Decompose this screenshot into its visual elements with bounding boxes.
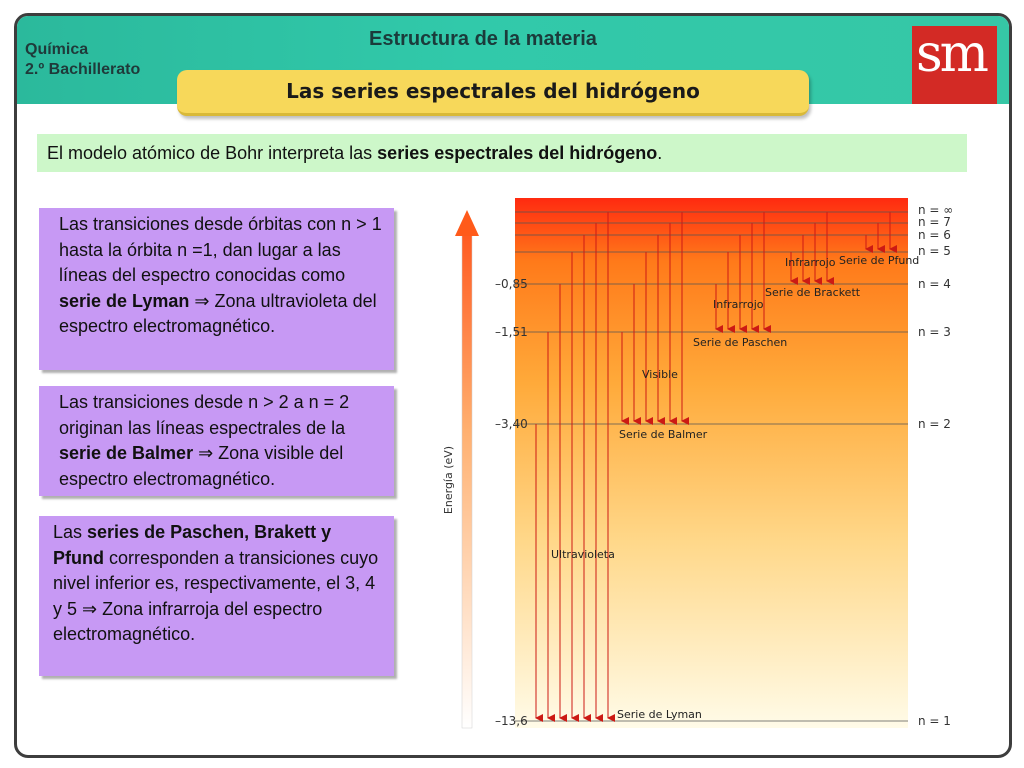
level-labels	[918, 203, 953, 728]
intro-post: .	[657, 143, 663, 163]
balmer-text-2: ⇒ Zona visible del espectro electromagnético.	[59, 443, 344, 489]
balmer-box	[39, 386, 394, 496]
energy-axis-arrowhead	[455, 210, 479, 236]
infrared-label-1: Infrarrojo	[713, 298, 764, 311]
energy-axis-bar	[462, 233, 472, 728]
energy-gradient	[515, 198, 908, 728]
subtitle-text: Las series espectrales del hidrógeno	[286, 79, 700, 103]
energy-value-n3: –1,51	[495, 325, 528, 339]
level-label-7: n = 7	[918, 215, 951, 229]
others-text-2: corresponden a transiciones cuyo nivel inferior es, respectivamente, el 3, 4 y 5 ⇒ Zona infrarroja del espectro electromagnético.	[53, 547, 379, 644]
level-label-inf: n = ∞	[918, 203, 954, 217]
sm-logo	[912, 26, 997, 104]
level-label-6: n = 6	[918, 228, 951, 242]
lyman-text-2: ⇒ Zona ultravioleta del espectro electromagnético.	[59, 290, 377, 336]
energy-value-n2: –3,40	[495, 417, 528, 431]
slide	[14, 13, 1012, 758]
level-label-3: n = 3	[918, 325, 951, 339]
level-label-1: n = 1	[918, 714, 951, 728]
subject-name: Química	[25, 41, 89, 58]
others-bold: series de Paschen, Brakett y Pfund	[53, 522, 332, 568]
lyman-text-1: Las transiciones desde órbitas con n > 1 hasta la órbita n =1, dan lugar a las líneas del espectro conocidas como	[59, 214, 382, 285]
balmer-label: Serie de Balmer	[619, 428, 708, 441]
intro-bold: series espectrales del hidrógeno	[377, 143, 658, 163]
others-text-1: Las	[53, 522, 88, 542]
level-label-4: n = 4	[918, 277, 951, 291]
intro-pre: El modelo atómico de Bohr interpreta las	[47, 143, 378, 163]
visible-label: Visible	[642, 368, 678, 381]
level-label-2: n = 2	[918, 417, 951, 431]
paschen-label: Serie de Paschen	[693, 336, 788, 349]
balmer-bold: serie de Balmer	[59, 443, 194, 463]
uv-label: Ultravioleta	[551, 548, 615, 561]
energy-value-n4: –0,85	[495, 277, 528, 291]
pfund-label: Serie de Pfund	[839, 254, 920, 267]
others-box	[39, 516, 394, 676]
subject-label	[25, 40, 140, 80]
page-title: Estructura de la materia	[369, 28, 597, 50]
lyman-box	[39, 208, 394, 370]
infrared-label-2: Infrarrojo	[785, 256, 836, 269]
energy-axis-label: Energía (eV)	[442, 445, 455, 515]
brackett-label: Serie de Brackett	[765, 286, 861, 299]
lyman-label: Serie de Lyman	[617, 708, 702, 721]
subtitle-banner	[177, 70, 809, 116]
intro-text	[37, 134, 967, 172]
balmer-text-1: Las transiciones desde n > 2 a n = 2 originan las líneas espectrales de la	[59, 392, 350, 438]
energy-value-n1: –13,6	[495, 714, 528, 728]
logo-text: sm	[916, 24, 986, 84]
course-name: 2.º Bachillerato	[25, 61, 141, 78]
level-label-5: n = 5	[918, 244, 951, 258]
lyman-bold: serie de Lyman	[59, 290, 190, 311]
energy-level-diagram	[437, 188, 977, 748]
